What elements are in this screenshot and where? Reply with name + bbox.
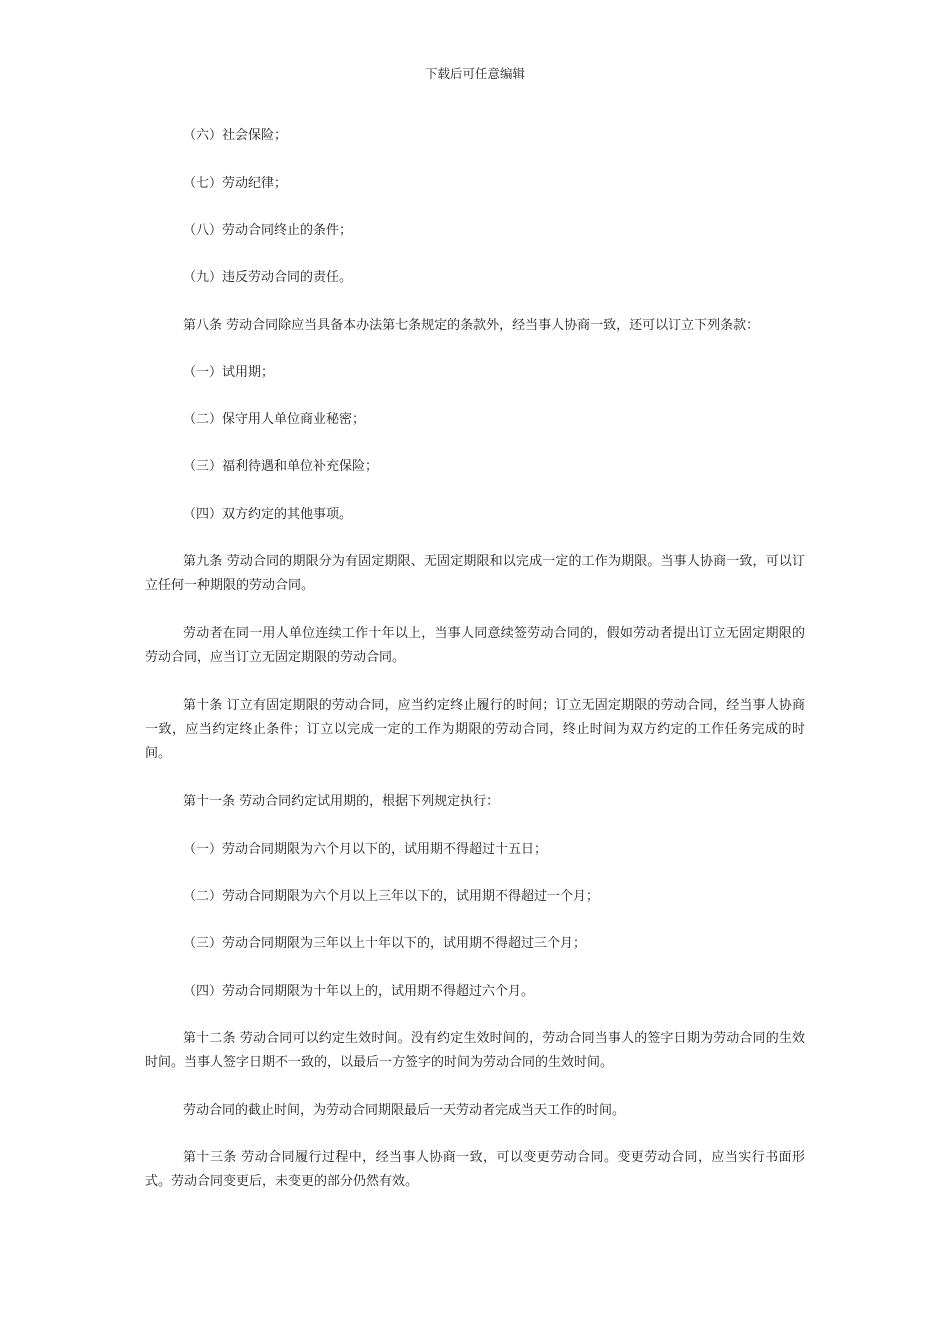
page-header: 下载后可任意编辑 xyxy=(424,66,525,81)
article-11-item-3: （三）劳动合同期限为三年以上十年以下的，试用期不得超过三个月； xyxy=(183,936,587,951)
article-8: 第八条 劳动合同除应当具备本办法第七条规定的条款外，经当事人协商一致，还可以订立下列条款： xyxy=(183,318,760,333)
article-10: 第十条 订立有固定期限的劳动合同，应当约定终止履行的时间；订立无固定期限的劳动合同，经当事人协商一致，应当约定终止条件；订立以完成一定的工作为期限的劳动合同，终止时间为双方约定的工作任务完成的时间。 xyxy=(145,698,805,761)
article-13: 第十三条 劳动合同履行过程中，经当事人协商一致，可以变更劳动合同。变更劳动合同，应当实行书面形式。劳动合同变更后，未变更的部分仍然有效。 xyxy=(145,1150,805,1189)
article-12: 第十二条 劳动合同可以约定生效时间。没有约定生效时间的，劳动合同当事人的签字日期为劳动合同的生效时间。当事人签字日期不一致的，以最后一方签字的时间为劳动合同的生效时间。 xyxy=(145,1031,805,1070)
article-11-item-4: （四）劳动合同期限为十年以上的，试用期不得超过六个月。 xyxy=(183,984,535,999)
clause-item-9: （九）违反劳动合同的责任。 xyxy=(183,270,353,285)
article-9-paragraph-2: 劳动者在同一用人单位连续工作十年以上，当事人同意续签劳动合同的，假如劳动者提出订立无固定期限的劳动合同，应当订立无固定期限的劳动合同。 xyxy=(145,626,805,665)
article-11: 第十一条 劳动合同约定试用期的，根据下列规定执行： xyxy=(183,794,500,809)
clause-item-7: （七）劳动纪律； xyxy=(183,176,288,191)
article-11-item-2: （二）劳动合同期限为六个月以上三年以下的，试用期不得超过一个月； xyxy=(183,889,600,904)
article-8-item-1: （一）试用期； xyxy=(183,365,275,380)
clause-item-6: （六）社会保险； xyxy=(183,128,288,143)
article-11-item-1: （一）劳动合同期限为六个月以下的，试用期不得超过十五日； xyxy=(183,842,548,857)
article-8-item-3: （三）福利待遇和单位补充保险； xyxy=(183,459,379,474)
article-12-paragraph-2: 劳动合同的截止时间，为劳动合同期限最后一天劳动者完成当天工作的时间。 xyxy=(183,1103,626,1118)
clause-item-8: （八）劳动合同终止的条件； xyxy=(183,223,353,238)
article-8-item-4: （四）双方约定的其他事项。 xyxy=(183,507,353,522)
article-9: 第九条 劳动合同的期限分为有固定期限、无固定期限和以完成一定的工作为期限。当事人协商一致，可以订立任何一种期限的劳动合同。 xyxy=(145,554,805,593)
article-8-item-2: （二）保守用人单位商业秘密； xyxy=(183,412,366,427)
